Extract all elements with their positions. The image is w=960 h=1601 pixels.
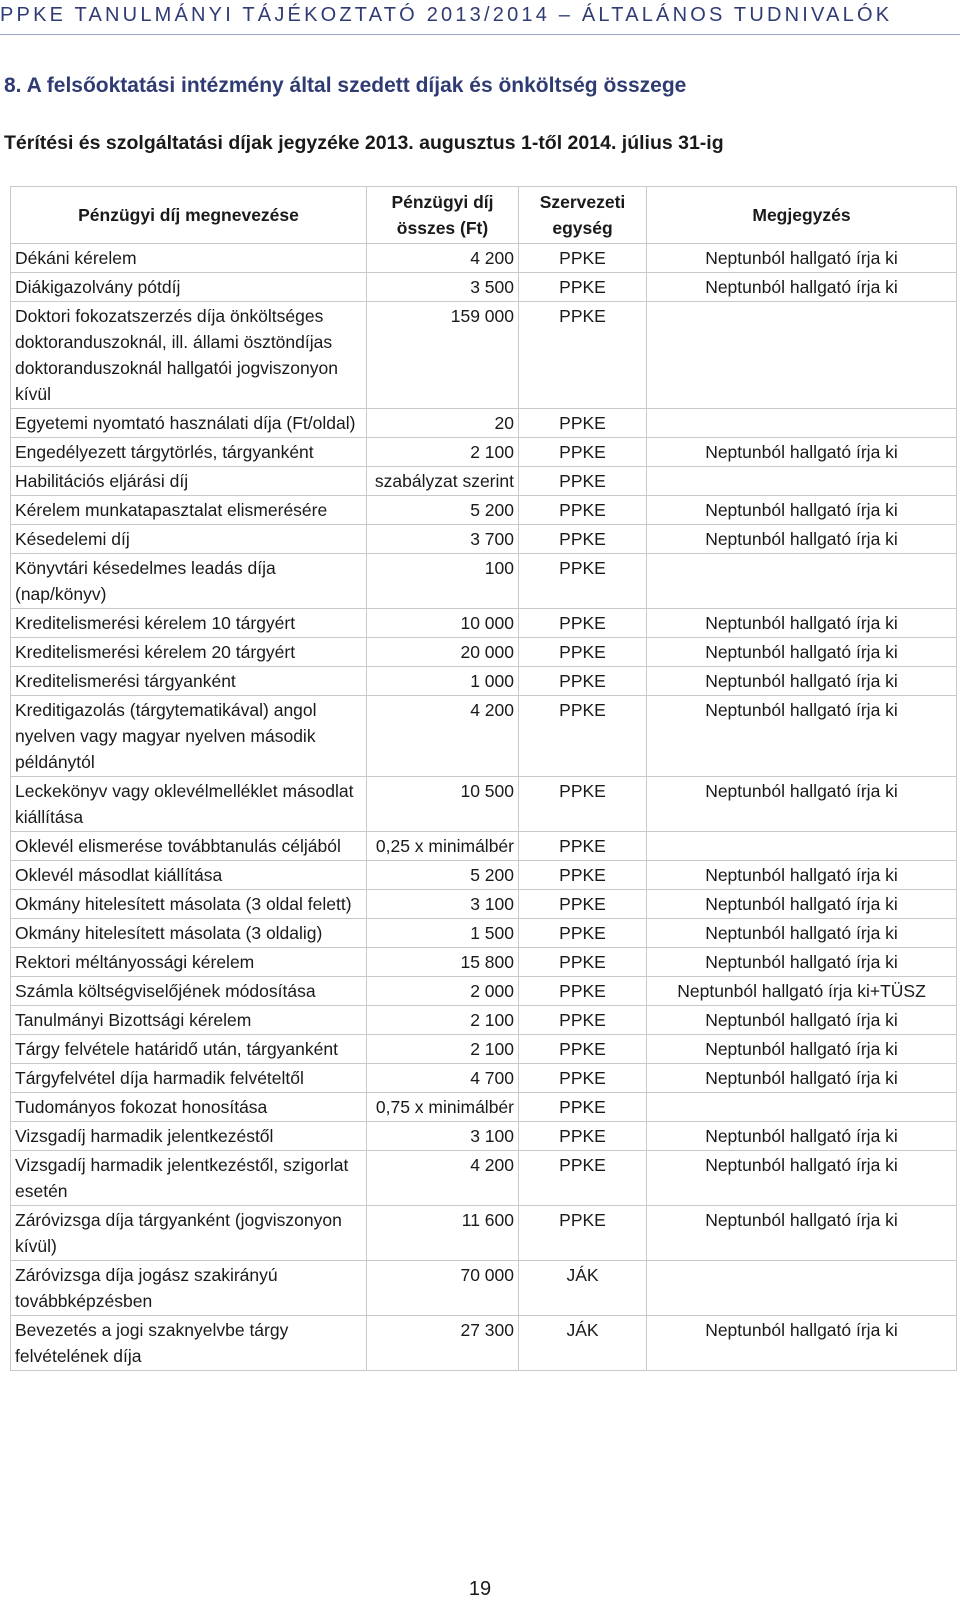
- org-unit: PPKE: [519, 609, 647, 638]
- org-unit: PPKE: [519, 1122, 647, 1151]
- fee-list-title: Térítési és szolgáltatási díjak jegyzéke 2013. augusztus 1-től 2014. július 31-ig: [4, 132, 724, 154]
- fee-name: Kreditelismerési kérelem 10 tárgyért: [11, 609, 367, 638]
- fee-amount: 3 100: [367, 1122, 519, 1151]
- table-row: [11, 1151, 957, 1206]
- table-row: [11, 832, 957, 861]
- fee-note: [647, 832, 957, 861]
- table-row: [11, 667, 957, 696]
- fee-note: Neptunból hallgató írja ki: [647, 1035, 957, 1064]
- fee-name: Könyvtári késedelmes leadás díja (nap/könyv): [11, 554, 367, 609]
- fee-note: Neptunból hallgató írja ki: [647, 1206, 957, 1261]
- org-unit: PPKE: [519, 638, 647, 667]
- column-header-note: Megjegyzés: [647, 187, 957, 244]
- table-row: [11, 919, 957, 948]
- fee-amount: 2 100: [367, 1006, 519, 1035]
- table-row: [11, 244, 957, 273]
- section-title: 8. A felsőoktatási intézmény által szedett díjak és önköltség összege: [4, 74, 687, 97]
- fee-name: Bevezetés a jogi szaknyelvbe tárgy felvételének díja: [11, 1316, 367, 1371]
- org-unit: PPKE: [519, 1206, 647, 1261]
- fee-name: Habilitációs eljárási díj: [11, 467, 367, 496]
- table-row: [11, 1206, 957, 1261]
- org-unit: PPKE: [519, 890, 647, 919]
- fee-amount: 3 100: [367, 890, 519, 919]
- fee-note: Neptunból hallgató írja ki: [647, 948, 957, 977]
- fee-amount: 5 200: [367, 496, 519, 525]
- org-unit: JÁK: [519, 1316, 647, 1371]
- fee-amount: 10 500: [367, 777, 519, 832]
- fee-note: Neptunból hallgató írja ki: [647, 1316, 957, 1371]
- fee-amount: 15 800: [367, 948, 519, 977]
- fee-amount: 5 200: [367, 861, 519, 890]
- org-unit: PPKE: [519, 948, 647, 977]
- table-row: [11, 273, 957, 302]
- running-header: PPKE TANULMÁNYI TÁJÉKOZTATÓ 2013/2014 – ÁLTALÁNOS TUDNIVALÓK: [0, 4, 893, 26]
- fee-name: Kérelem munkatapasztalat elismerésére: [11, 496, 367, 525]
- fee-table: [10, 186, 957, 1371]
- table-row: [11, 1035, 957, 1064]
- fee-name: Késedelemi díj: [11, 525, 367, 554]
- table-row: [11, 977, 957, 1006]
- table-row: [11, 1006, 957, 1035]
- fee-name: Dékáni kérelem: [11, 244, 367, 273]
- org-unit: PPKE: [519, 244, 647, 273]
- fee-amount: 2 100: [367, 438, 519, 467]
- fee-note: Neptunból hallgató írja ki: [647, 1006, 957, 1035]
- org-unit: PPKE: [519, 977, 647, 1006]
- fee-note: Neptunból hallgató írja ki: [647, 244, 957, 273]
- fee-amount: 2 100: [367, 1035, 519, 1064]
- table-row: [11, 409, 957, 438]
- org-unit: PPKE: [519, 832, 647, 861]
- org-unit: PPKE: [519, 919, 647, 948]
- fee-name: Záróvizsga díja tárgyanként (jogviszonyon kívül): [11, 1206, 367, 1261]
- org-unit: PPKE: [519, 302, 647, 409]
- column-header-fee-name: Pénzügyi díj megnevezése: [11, 187, 367, 244]
- fee-amount: 0,25 x minimálbér: [367, 832, 519, 861]
- table-row: [11, 1064, 957, 1093]
- fee-note: Neptunból hallgató írja ki: [647, 919, 957, 948]
- table-row: [11, 948, 957, 977]
- table-row: [11, 638, 957, 667]
- org-unit: PPKE: [519, 554, 647, 609]
- fee-name: Számla költségviselőjének módosítása: [11, 977, 367, 1006]
- org-unit: PPKE: [519, 1151, 647, 1206]
- fee-amount: 159 000: [367, 302, 519, 409]
- fee-note: Neptunból hallgató írja ki: [647, 525, 957, 554]
- fee-name: Kreditelismerési tárgyanként: [11, 667, 367, 696]
- fee-amount: 11 600: [367, 1206, 519, 1261]
- fee-note: Neptunból hallgató írja ki: [647, 1064, 957, 1093]
- fee-amount: 2 000: [367, 977, 519, 1006]
- org-unit: PPKE: [519, 273, 647, 302]
- org-unit: PPKE: [519, 777, 647, 832]
- fee-name: Leckekönyv vagy oklevélmelléklet másodlat kiállítása: [11, 777, 367, 832]
- table-row: [11, 609, 957, 638]
- fee-note: [647, 302, 957, 409]
- fee-amount: 10 000: [367, 609, 519, 638]
- fee-name: Egyetemi nyomtató használati díja (Ft/oldal): [11, 409, 367, 438]
- fee-note: Neptunból hallgató írja ki: [647, 496, 957, 525]
- table-row: [11, 1261, 957, 1316]
- table-row: [11, 1122, 957, 1151]
- fee-name: Rektori méltányossági kérelem: [11, 948, 367, 977]
- fee-note: Neptunból hallgató írja ki: [647, 861, 957, 890]
- org-unit: PPKE: [519, 1093, 647, 1122]
- fee-amount: 4 200: [367, 696, 519, 777]
- org-unit: PPKE: [519, 861, 647, 890]
- fee-amount: 1 000: [367, 667, 519, 696]
- fee-amount: 4 200: [367, 1151, 519, 1206]
- fee-name: Tudományos fokozat honosítása: [11, 1093, 367, 1122]
- fee-amount: 20 000: [367, 638, 519, 667]
- column-header-amount: Pénzügyi díj összes (Ft): [367, 187, 519, 244]
- fee-note: Neptunból hallgató írja ki: [647, 1122, 957, 1151]
- table-header-row: [11, 187, 957, 244]
- org-unit: PPKE: [519, 1035, 647, 1064]
- fee-name: Vizsgadíj harmadik jelentkezéstől: [11, 1122, 367, 1151]
- fee-name: Doktori fokozatszerzés díja önköltséges doktoranduszoknál, ill. állami ösztöndíjas doktoranduszoknál hallgatói jogviszonyon kívül: [11, 302, 367, 409]
- fee-amount: 70 000: [367, 1261, 519, 1316]
- fee-name: Diákigazolvány pótdíj: [11, 273, 367, 302]
- fee-note: Neptunból hallgató írja ki: [647, 273, 957, 302]
- table-row: [11, 496, 957, 525]
- org-unit: PPKE: [519, 1006, 647, 1035]
- fee-name: Záróvizsga díja jogász szakirányú továbbképzésben: [11, 1261, 367, 1316]
- fee-note: [647, 1261, 957, 1316]
- org-unit: PPKE: [519, 438, 647, 467]
- org-unit: PPKE: [519, 496, 647, 525]
- fee-note: [647, 554, 957, 609]
- fee-name: Tárgyfelvétel díja harmadik felvételtől: [11, 1064, 367, 1093]
- table-row: [11, 861, 957, 890]
- org-unit: PPKE: [519, 467, 647, 496]
- org-unit: PPKE: [519, 525, 647, 554]
- table-row: [11, 890, 957, 919]
- fee-note: Neptunból hallgató írja ki: [647, 609, 957, 638]
- fee-note: Neptunból hallgató írja ki: [647, 1151, 957, 1206]
- header-divider: [0, 34, 960, 35]
- table-row: [11, 696, 957, 777]
- fee-amount: 4 700: [367, 1064, 519, 1093]
- fee-table-body: [11, 244, 957, 1371]
- fee-amount: 1 500: [367, 919, 519, 948]
- fee-note: [647, 1093, 957, 1122]
- fee-note: Neptunból hallgató írja ki: [647, 890, 957, 919]
- org-unit: PPKE: [519, 1064, 647, 1093]
- fee-note: Neptunból hallgató írja ki: [647, 438, 957, 467]
- fee-name: Kreditigazolás (tárgytematikával) angol nyelven vagy magyar nyelven második példánytól: [11, 696, 367, 777]
- fee-name: Tárgy felvétele határidő után, tárgyanként: [11, 1035, 367, 1064]
- table-row: [11, 302, 957, 409]
- fee-name: Oklevél elismerése továbbtanulás céljából: [11, 832, 367, 861]
- org-unit: PPKE: [519, 409, 647, 438]
- fee-name: Okmány hitelesített másolata (3 oldalig): [11, 919, 367, 948]
- fee-note: [647, 409, 957, 438]
- fee-amount: 100: [367, 554, 519, 609]
- fee-name: Kreditelismerési kérelem 20 tárgyért: [11, 638, 367, 667]
- fee-note: Neptunból hallgató írja ki+TÜSZ: [647, 977, 957, 1006]
- table-row: [11, 1316, 957, 1371]
- fee-name: Engedélyezett tárgytörlés, tárgyanként: [11, 438, 367, 467]
- table-row: [11, 467, 957, 496]
- table-row: [11, 777, 957, 832]
- fee-note: Neptunból hallgató írja ki: [647, 777, 957, 832]
- fee-amount: 27 300: [367, 1316, 519, 1371]
- table-row: [11, 1093, 957, 1122]
- page-number: 19: [468, 1578, 492, 1600]
- column-header-unit: Szervezeti egység: [519, 187, 647, 244]
- fee-name: Tanulmányi Bizottsági kérelem: [11, 1006, 367, 1035]
- table-row: [11, 525, 957, 554]
- table-row: [11, 554, 957, 609]
- fee-amount: 3 500: [367, 273, 519, 302]
- fee-name: Oklevél másodlat kiállítása: [11, 861, 367, 890]
- fee-name: Okmány hitelesített másolata (3 oldal felett): [11, 890, 367, 919]
- fee-amount: 0,75 x minimálbér: [367, 1093, 519, 1122]
- fee-name: Vizsgadíj harmadik jelentkezéstől, szigorlat esetén: [11, 1151, 367, 1206]
- fee-amount: 20: [367, 409, 519, 438]
- org-unit: PPKE: [519, 696, 647, 777]
- fee-amount: 4 200: [367, 244, 519, 273]
- fee-amount: 3 700: [367, 525, 519, 554]
- fee-note: Neptunból hallgató írja ki: [647, 638, 957, 667]
- fee-note: Neptunból hallgató írja ki: [647, 667, 957, 696]
- fee-note: [647, 467, 957, 496]
- org-unit: JÁK: [519, 1261, 647, 1316]
- fee-note: Neptunból hallgató írja ki: [647, 696, 957, 777]
- org-unit: PPKE: [519, 667, 647, 696]
- fee-amount: szabályzat szerint: [367, 467, 519, 496]
- table-row: [11, 438, 957, 467]
